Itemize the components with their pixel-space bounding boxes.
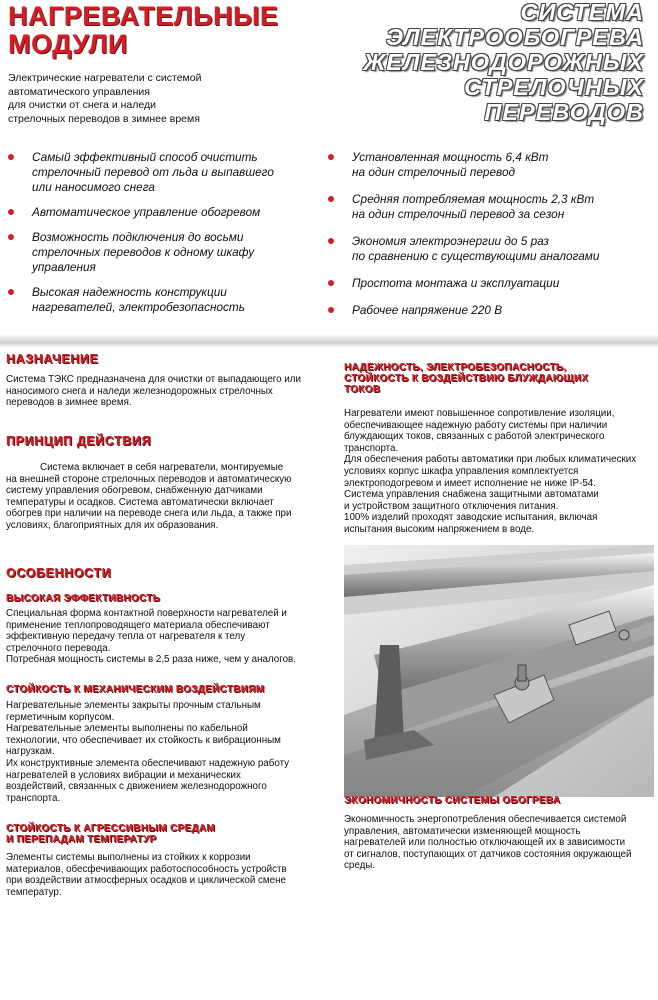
text-line: условиях корпус шкафа управления комплектуется xyxy=(344,465,579,477)
bullet-dot-icon xyxy=(8,209,14,215)
list-item xyxy=(6,285,316,315)
text-line: технологии, что обеспечивает их стойкость к вибрационным xyxy=(6,734,281,746)
text-line: воздействий, связанных с движением железнодорожного xyxy=(6,781,267,793)
economy-text xyxy=(344,814,654,872)
text-line: Потребная мощность системы в 2,5 раза ниже, чем у аналогов. xyxy=(6,654,296,666)
list-item-line: Возможность подключения до восьми xyxy=(32,230,244,244)
system-title-line: ЭЛЕКТРООБОГРЕВА xyxy=(386,24,644,50)
list-item-line: стрелочный перевод от льда и выпавшего xyxy=(32,165,274,179)
text-line: транспорта. xyxy=(6,792,61,804)
list-item-line: Рабочее напряжение 220 В xyxy=(352,303,503,317)
list-item xyxy=(326,303,656,318)
list-item-line: Экономия электроэнергии до 5 раз xyxy=(352,234,549,248)
text-line: температур. xyxy=(6,886,62,898)
heading-line: И ПЕРЕПАДАМ ТЕМПЕРАТУР xyxy=(6,834,157,845)
bullet-dot-icon xyxy=(8,289,14,295)
list-item-line: Автоматическое управление обогревом xyxy=(32,205,261,219)
heading-line: СТОЙКОСТЬ К ВОЗДЕЙСТВИЮ БЛУЖДАЮЩИХ xyxy=(344,373,589,384)
system-title xyxy=(264,0,644,125)
benefits-list-right xyxy=(326,150,656,330)
list-item-line: или наносимого снега xyxy=(32,180,155,194)
list-item xyxy=(6,230,316,275)
system-title-line: ПЕРЕВОДОВ xyxy=(484,99,644,125)
bullet-dot-icon xyxy=(8,154,14,160)
economy-heading: ЭКОНОМИЧНОСТЬ СИСТЕМЫ ОБОГРЕВА xyxy=(344,795,561,806)
mechanical-text xyxy=(6,700,322,804)
text-line: блуждающих токов, связанных с работой электрического xyxy=(344,431,605,443)
text-line: управления, автоматически изменяющей мощность xyxy=(344,825,581,837)
bullet-dot-icon xyxy=(328,307,334,313)
text-line: применение теплопроводящего материала обеспечивают xyxy=(6,619,270,631)
section-divider xyxy=(0,334,658,348)
text-line: Экономичность энергопотребления обеспечивается системой xyxy=(344,814,627,825)
system-title-line: СТРЕЛОЧНЫХ xyxy=(464,74,644,100)
purpose-heading: НАЗНАЧЕНИЕ xyxy=(6,352,99,366)
text-line: Нагреватели имеют повышенное сопротивление изоляции, xyxy=(344,408,615,419)
list-item-line: Простота монтажа и эксплуатации xyxy=(352,276,560,290)
list-item xyxy=(326,234,656,264)
list-item-line: на один стрелочный перевод xyxy=(352,165,516,179)
principle-text xyxy=(6,462,328,532)
list-item xyxy=(326,276,656,291)
text-line: Для обеспечения работы автоматики при любых климатических xyxy=(344,454,637,466)
text-line: Элементы системы выполнены из стойких к коррозии xyxy=(6,852,251,863)
intro-line: автоматического управления xyxy=(8,85,150,98)
text-line: нагревателей в условиях вибрации и механических xyxy=(6,769,241,781)
text-line: от сигналов, поступающих от датчиков состояния окружающей xyxy=(344,848,632,860)
text-line: обогрев при наличии на переводе снега или льда, а также при xyxy=(6,508,292,520)
principle-heading: ПРИНЦИП ДЕЙСТВИЯ xyxy=(6,434,152,448)
list-item-line: Средняя потребляемая мощность 2,3 кВт xyxy=(352,192,595,206)
text-line: материалов, обесфечивающих работоспособность устройств xyxy=(6,863,287,875)
list-item xyxy=(326,150,656,180)
text-line: переводов в зимнее время. xyxy=(6,397,132,409)
text-line: Их конструктивные элемента обеспечивают надежную работу xyxy=(6,757,290,769)
intro-line: для очистки от снега и наледи xyxy=(8,99,156,111)
text-line: и устройством защитного отключения питания. xyxy=(344,500,559,512)
text-line: Нагревательные элементы закрыты прочным стальным xyxy=(6,700,261,711)
text-line: условиях, благоприятных для их образования. xyxy=(6,519,219,531)
purpose-text xyxy=(6,374,328,409)
aggressive-heading xyxy=(6,823,215,845)
rail-heater-photo xyxy=(344,545,654,797)
system-title-line: СИСТЕМА xyxy=(520,0,644,25)
list-item-line: Высокая надежность конструкции xyxy=(32,285,227,299)
list-item xyxy=(326,192,656,222)
text-line: среды. xyxy=(344,860,376,872)
text-line: 100% изделий проходят заводские испытания, включая xyxy=(344,512,598,524)
list-item xyxy=(6,150,316,195)
title-line-2: МОДУЛИ xyxy=(8,29,128,59)
intro-text xyxy=(8,72,308,126)
bullet-dot-icon xyxy=(328,196,334,202)
heading-line: НАДЕЖНОСТЬ, ЭЛЕКТРОБЕЗОПАСНОСТЬ, xyxy=(344,362,567,373)
bullet-dot-icon xyxy=(328,280,334,286)
text-line: Система ТЭКС предназначена для очистки от выпадающего или xyxy=(6,374,301,385)
aggressive-text xyxy=(6,852,322,898)
list-item-line: нагревателей, электробезопасность xyxy=(32,300,245,314)
list-item-line: управления xyxy=(32,260,96,274)
text-line: герметичным корпусом. xyxy=(6,711,115,723)
title-line-1: НАГРЕВАТЕЛЬНЫЕ xyxy=(8,1,279,31)
text-line: Система управления снабжена защитными автоматами xyxy=(344,489,599,501)
text-line: систему управления обогревом, снабженную датчиками xyxy=(6,485,263,497)
bullet-dot-icon xyxy=(328,238,334,244)
text-line: при воздействии атмосферных осадков и циклической смене xyxy=(6,875,286,887)
text-line: эффективную передачу тепла от нагревателя к телу xyxy=(6,631,246,643)
features-heading: ОСОБЕННОСТИ xyxy=(6,566,112,580)
text-line: Специальная форма контактной поверхности нагревателей и xyxy=(6,608,287,619)
reliability-heading xyxy=(344,362,588,395)
text-line: стрелочного перевода. xyxy=(6,642,111,654)
text-line: наносимого снега и наледи железнодорожных стрелочных xyxy=(6,385,273,397)
list-item xyxy=(6,205,316,220)
text-line: Система включает в себя нагреватели, монтируемые xyxy=(40,462,284,473)
text-line: на внешней стороне стрелочных переводов и автоматическую xyxy=(6,473,292,485)
reliability-text xyxy=(344,408,654,536)
bullet-dot-icon xyxy=(8,234,14,240)
rail-illustration xyxy=(344,545,654,797)
intro-line: Электрические нагреватели с системой xyxy=(8,72,202,84)
list-item-line: стрелочных переводов к одному шкафу xyxy=(32,245,255,259)
text-line: обеспечивающее надежную работу системы при наличии xyxy=(344,419,608,431)
efficiency-heading: ВЫСОКАЯ ЭФФЕКТИВНОСТЬ xyxy=(6,593,161,604)
intro-line: стрелочных переводов в зимнее время xyxy=(8,112,200,125)
text-line: испытания высоким напряжением в воде. xyxy=(344,523,535,535)
list-item-line: на один стрелочный перевод за сезон xyxy=(352,207,565,221)
bullet-dot-icon xyxy=(328,154,334,160)
text-line: электроподогревом и имеет исполнение не ниже IP-54. xyxy=(344,477,596,489)
list-item-line: по сравнению с существующими аналогами xyxy=(352,249,600,263)
text-line: нагрузкам. xyxy=(6,746,55,758)
mechanical-heading: СТОЙКОСТЬ К МЕХАНИЧЕСКИМ ВОЗДЕЙСТВИЯМ xyxy=(6,684,265,695)
heading-line: ТОКОВ xyxy=(344,384,381,395)
list-item-line: Установленная мощность 6,4 кВт xyxy=(352,150,549,164)
text-line: транспорта. xyxy=(344,442,399,454)
benefits-list-left xyxy=(6,150,316,325)
heading-line: СТОЙКОСТЬ К АГРЕССИВНЫМ СРЕДАМ xyxy=(6,823,216,834)
system-title-line: ЖЕЛЕЗНОДОРОЖНЫХ xyxy=(363,49,644,75)
text-line: Нагревательные элементы выполнены по кабельной xyxy=(6,723,248,735)
efficiency-text xyxy=(6,608,322,666)
text-line: температуры и осадков. Система автоматически включает xyxy=(6,496,274,508)
list-item-line: Самый эффективный способ очистить xyxy=(32,150,258,164)
text-line: нагревателей или полностью отключающей их в зависимости xyxy=(344,837,626,849)
